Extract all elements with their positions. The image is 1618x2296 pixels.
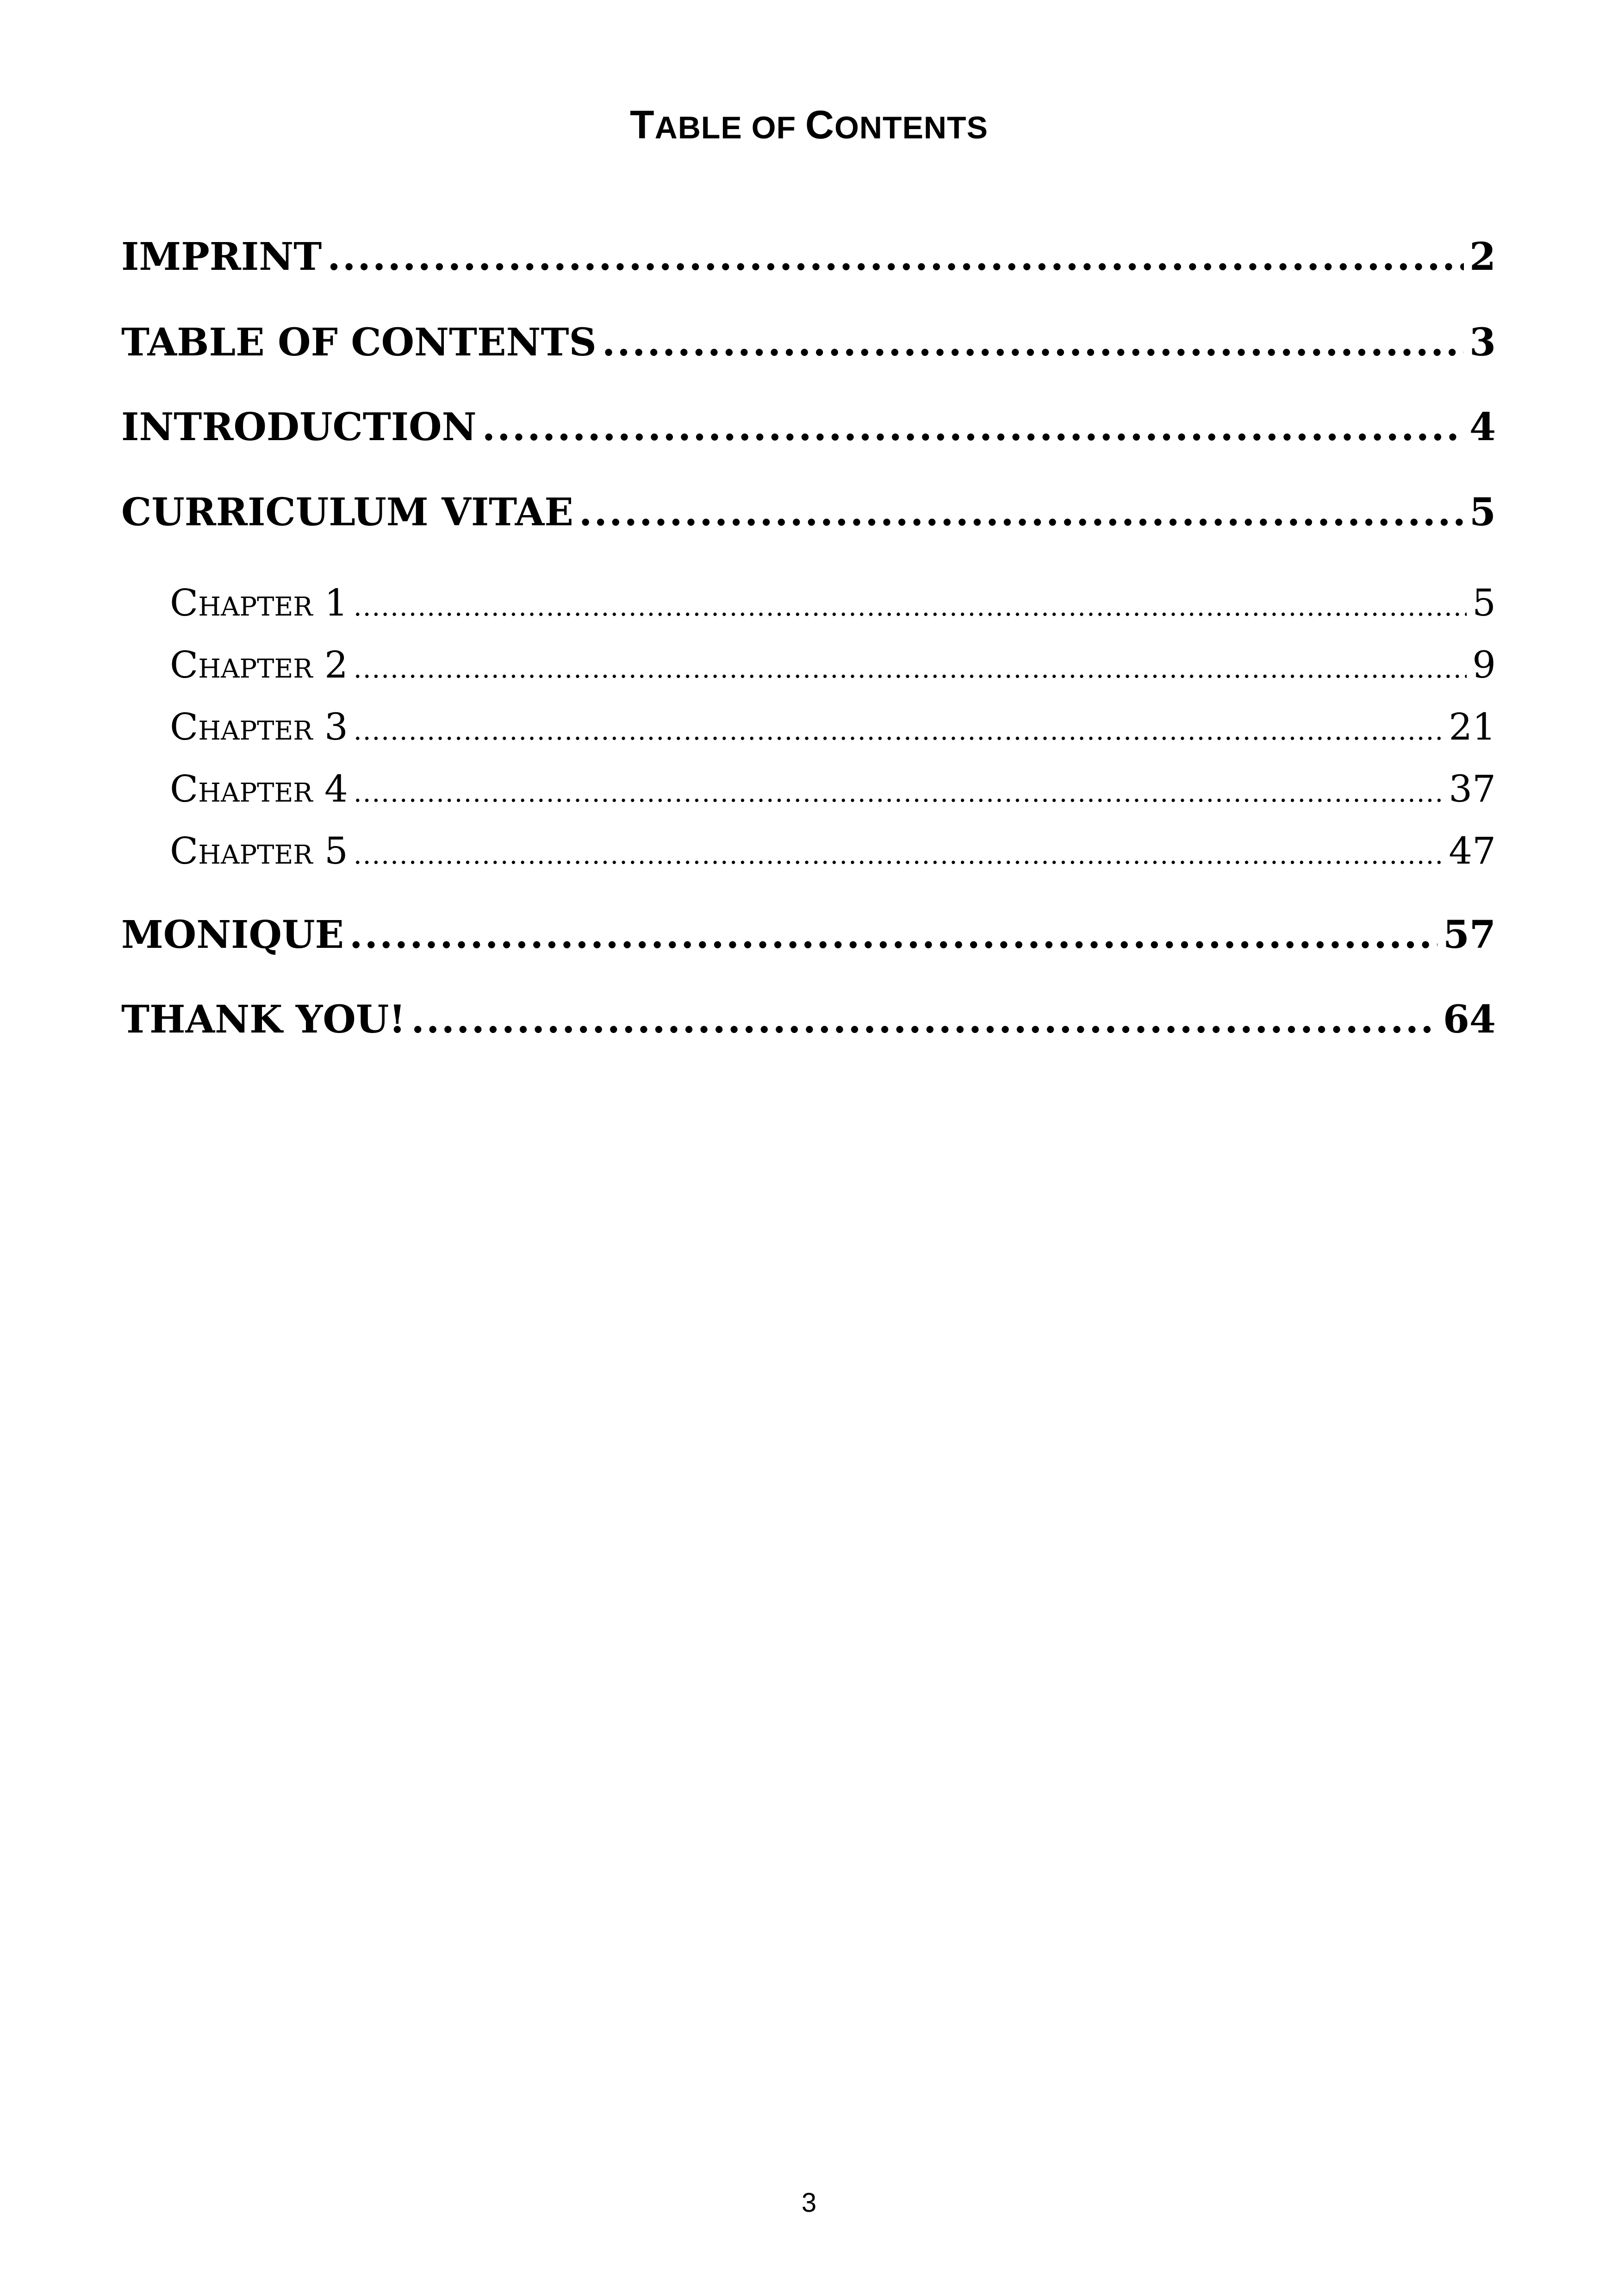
- toc-entry-label: INTRODUCTION: [121, 405, 477, 449]
- dot-leader: [354, 832, 1443, 878]
- toc-entry-page: 64: [1443, 997, 1496, 1042]
- toc-entry-label: TABLE OF CONTENTS: [121, 320, 597, 365]
- toc-heading-part-2: ONTENTS: [834, 110, 988, 145]
- toc-entry-page: 2: [1469, 235, 1496, 279]
- toc-entry-table-of-contents[interactable]: [121, 317, 1496, 368]
- toc-entry-chapter-3[interactable]: [170, 704, 1496, 754]
- dot-leader: [354, 770, 1443, 816]
- toc-entry-label: Chapter 5: [170, 829, 348, 872]
- toc-entry-label: Chapter 4: [170, 767, 348, 810]
- toc-entry-introduction[interactable]: [121, 402, 1496, 453]
- dot-leader: [579, 487, 1464, 538]
- dot-leader: [327, 231, 1464, 282]
- toc-entry-label: CURRICULUM VITAE: [121, 490, 573, 535]
- toc-entry-label: THANK YOU!: [121, 997, 406, 1042]
- toc-entry-page: 21: [1449, 705, 1496, 748]
- toc-list: [121, 0, 1496, 1111]
- toc-entry-thank-you[interactable]: [121, 994, 1496, 1045]
- toc-entry-label: Chapter 1: [170, 581, 348, 624]
- toc-entry-page: 5: [1469, 490, 1496, 535]
- toc-entry-page: 37: [1449, 767, 1496, 810]
- toc-entry-page: 3: [1469, 320, 1496, 365]
- toc-entry-label: IMPRINT: [121, 235, 322, 279]
- dot-leader: [349, 909, 1438, 960]
- page-number: 3: [801, 2188, 817, 2218]
- toc-entry-chapter-5[interactable]: [170, 828, 1496, 878]
- toc-heading-part-1: ABLE OF: [654, 110, 805, 145]
- toc-entry-page: 9: [1472, 643, 1496, 686]
- toc-entry-page: 57: [1443, 913, 1496, 957]
- toc-entry-page: 5: [1472, 581, 1496, 624]
- toc-entry-curriculum-vitae[interactable]: [121, 487, 1496, 538]
- toc-entry-monique[interactable]: [121, 909, 1496, 960]
- toc-entry-page: 47: [1449, 829, 1496, 872]
- toc-entry-chapter-2[interactable]: [170, 642, 1496, 692]
- toc-entry-page: 4: [1469, 405, 1496, 449]
- toc-heading-initial-1: T: [630, 103, 655, 147]
- toc-entry-label: Chapter 2: [170, 643, 348, 686]
- toc-entry-imprint[interactable]: [121, 231, 1496, 282]
- dot-leader: [602, 317, 1464, 368]
- toc-entry-chapter-4[interactable]: [170, 766, 1496, 816]
- toc-heading-initial-2: C: [805, 103, 835, 147]
- dot-leader: [354, 646, 1467, 692]
- toc-entry-label: Chapter 3: [170, 705, 348, 748]
- dot-leader: [411, 994, 1438, 1045]
- dot-leader: [354, 708, 1443, 754]
- dot-leader: [482, 402, 1464, 453]
- dot-leader: [354, 584, 1467, 630]
- toc-entry-label: MONIQUE: [121, 913, 344, 957]
- toc-entry-chapter-1[interactable]: [170, 580, 1496, 630]
